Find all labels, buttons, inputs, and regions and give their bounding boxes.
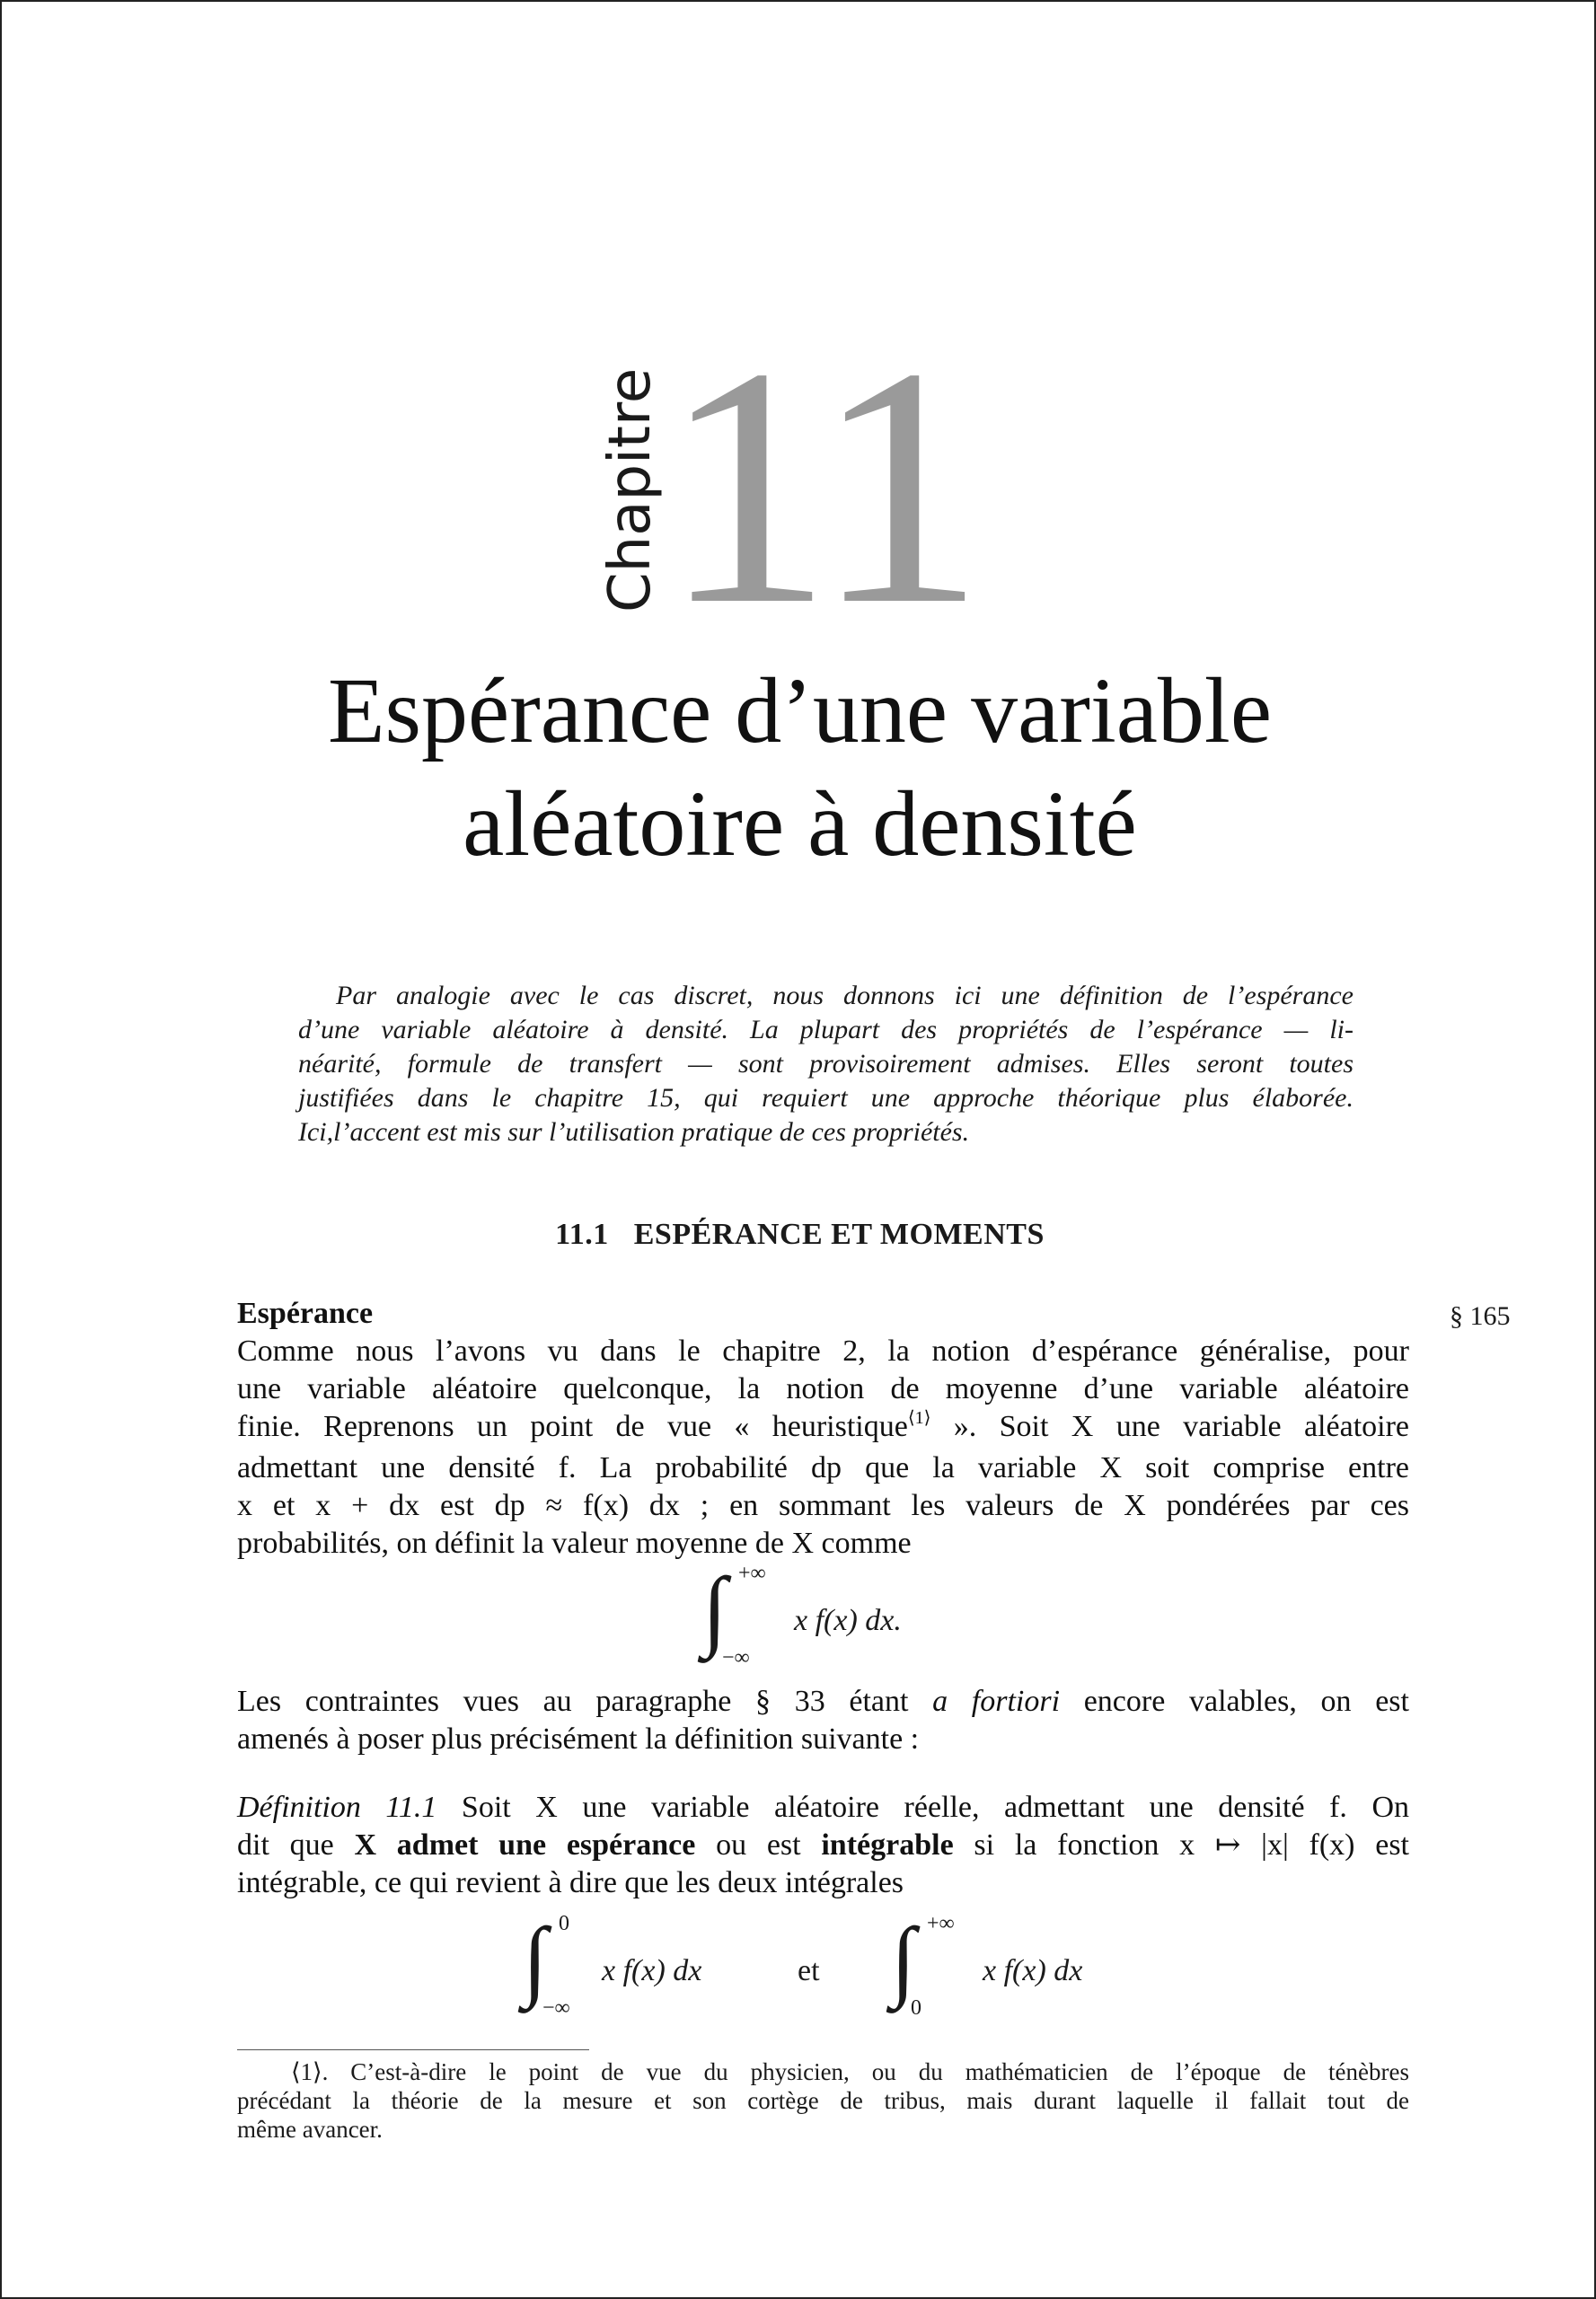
formula-two-integrals — [523, 1909, 1151, 2022]
bold-term: X admet une espérance — [354, 1828, 696, 1862]
abstract-line: Ici,l’accent est mis sur l’utilisation pratique de ces propriétés. — [298, 1117, 970, 1147]
margin-reference: § 165 — [1450, 1301, 1511, 1331]
text-line — [237, 1789, 1409, 1827]
text-fragment: dit que — [237, 1828, 355, 1862]
footnote-marker: ⟨1⟩ — [907, 1408, 931, 1428]
integral-sign: ∫ — [523, 1909, 548, 2009]
text-fragment: finie. Reprenons un point de vue « heuristique — [237, 1410, 908, 1443]
chapter-number: 11 — [662, 297, 980, 675]
abstract-line: justifiées dans le chapitre 15, qui requiert une approche théorique plus élaborée. — [298, 1083, 1354, 1113]
definition-label: Définition 11.1 — [237, 1791, 437, 1824]
integral-upper-bound: +∞ — [927, 1912, 955, 1935]
chapter-title-line2: aléatoire à densité — [463, 772, 1137, 876]
integral-upper-bound: 0 — [559, 1912, 569, 1935]
abstract-line: Par analogie avec le cas discret, nous donnons ici une définition de l’espérance — [336, 981, 1354, 1010]
chapter-word: Chapitre — [597, 367, 664, 612]
text-fragment: si la fonction x ↦ |x| f(x) est — [953, 1828, 1409, 1862]
text-line: une variable aléatoire quelconque, la notion de moyenne d’une variable aléatoire — [237, 1372, 1409, 1405]
integrand: x f(x) dx — [983, 1954, 1083, 1987]
definition-11-1 — [237, 1789, 1409, 1902]
text-line: probabilités, on définit la valeur moyenne de X comme — [237, 1527, 912, 1560]
section-number: 11.1 — [555, 1218, 609, 1251]
integral-sign: ∫ — [891, 1909, 916, 2009]
section-title: ESPÉRANCE ET MOMENTS — [633, 1218, 1045, 1251]
connector-text: et — [798, 1954, 820, 1987]
chapter-abstract — [298, 979, 1354, 1150]
paragraph-esperance — [237, 1333, 1409, 1563]
chapter-title-line1: Espérance d’une variable — [328, 659, 1272, 762]
text-line — [237, 1408, 1409, 1449]
text-line: admettant une densité f. La probabilité dp que la variable X soit comprise entre — [237, 1451, 1409, 1484]
section-heading — [2, 1216, 1596, 1254]
text-line — [237, 1683, 1409, 1721]
text-fragment: a fortiori — [932, 1685, 1061, 1718]
abstract-line: d’une variable aléatoire à densité. La plupart des propriétés de l’espérance — li- — [298, 1015, 1354, 1044]
text-fragment: encore valables, on est — [1060, 1685, 1409, 1718]
text-line: intégrable, ce qui revient à dire que les deux intégrales — [237, 1866, 904, 1899]
footnote-line: ⟨1⟩. C’est-à-dire le point de vue du physicien, ou du mathématicien de l’époque de ténèbres — [291, 2058, 1409, 2085]
footnote-line: même avancer. — [237, 2116, 383, 2143]
integrand: x f(x) dx. — [794, 1604, 902, 1637]
footnote-rule — [237, 2049, 589, 2050]
subsection-title: Espérance — [237, 1297, 374, 1330]
formula-expectation — [702, 1559, 1026, 1672]
text-fragment: Les contraintes vues au paragraphe § 33 étant — [237, 1685, 933, 1718]
integral-lower-bound: −∞ — [542, 1996, 570, 2020]
integrand: x f(x) dx — [602, 1954, 702, 1987]
text-line: amenés à poser plus précisément la définition suivante : — [237, 1722, 920, 1756]
footnote — [237, 2057, 1409, 2144]
text-line: x et x + dx est dp ≈ f(x) dx ; en sommant les valeurs de X pondérées par ces — [237, 1489, 1409, 1522]
text-line: Comme nous l’avons vu dans le chapitre 2, la notion d’espérance généralise, pour — [237, 1334, 1409, 1368]
text-line — [237, 1827, 1409, 1864]
integral-upper-bound: +∞ — [738, 1562, 766, 1585]
paragraph-constraints — [237, 1683, 1409, 1758]
bold-term: intégrable — [821, 1828, 954, 1862]
text-fragment: ou est — [695, 1828, 822, 1862]
text-fragment: ». Soit X une variable aléatoire — [930, 1410, 1409, 1443]
text-fragment: Soit X une variable aléatoire réelle, admettant une densité f. On — [436, 1791, 1409, 1824]
integral-lower-bound: −∞ — [722, 1646, 750, 1669]
integral-sign: ∫ — [702, 1559, 727, 1659]
integral-lower-bound: 0 — [911, 1996, 921, 2020]
abstract-line: néarité, formule de transfert — sont provisoirement admises. Elles seront toutes — [298, 1049, 1354, 1079]
footnote-line: précédant la théorie de la mesure et son cortège de tribus, mais durant laquelle il fallait tout de — [237, 2087, 1409, 2114]
